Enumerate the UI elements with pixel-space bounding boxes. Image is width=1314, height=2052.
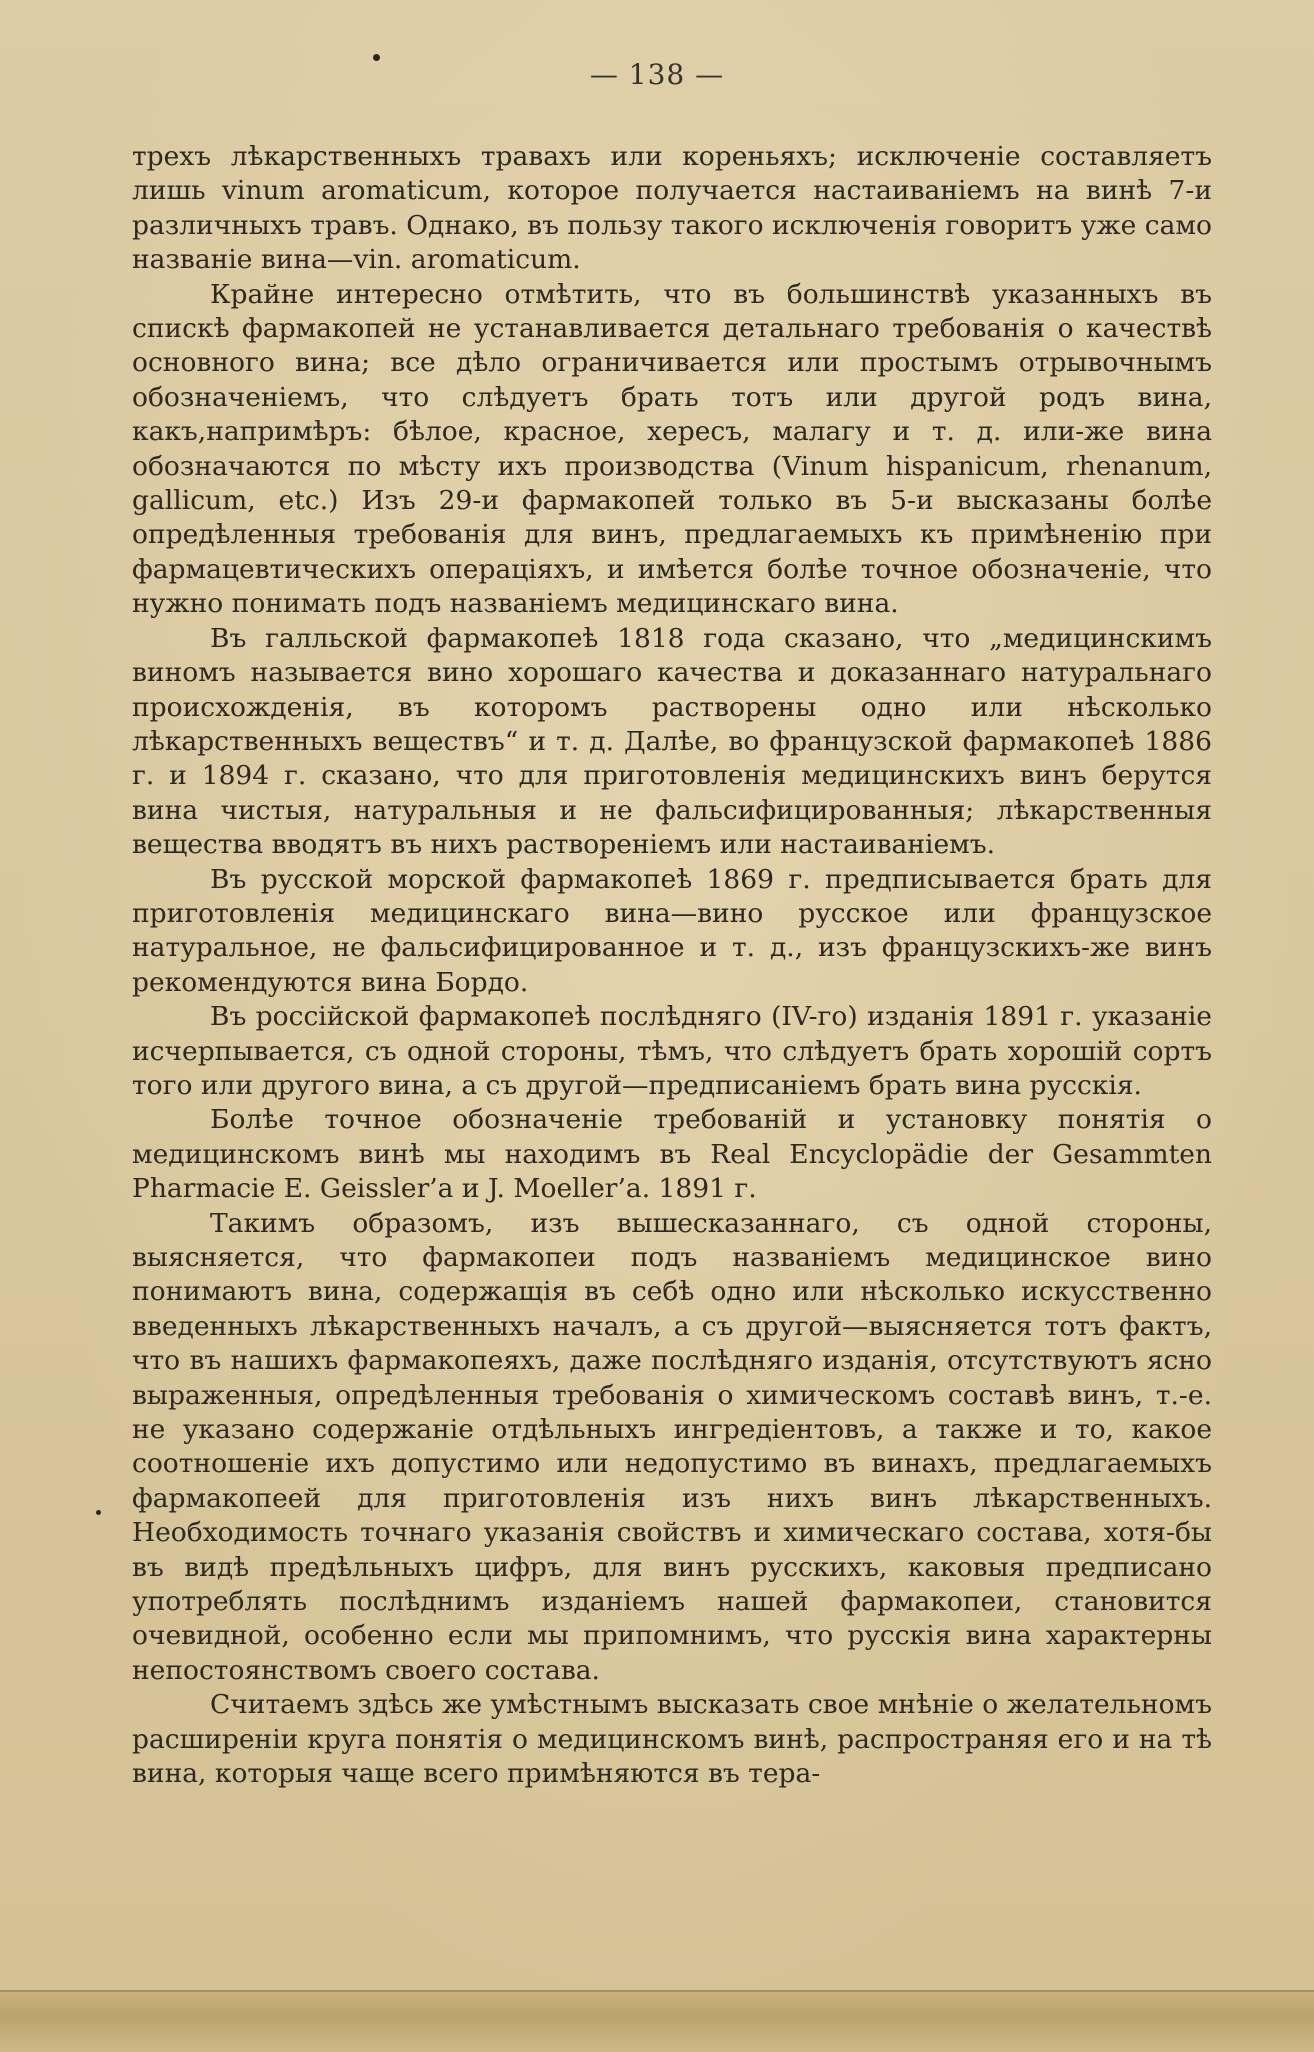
paragraph: Такимъ образомъ, изъ вышесказаннаго, съ одной стороны, выясняется, что фармакопеи подъ названіемъ медицинское вино понимаютъ вина, содержащія въ себѣ одно или нѣсколько искусственно введенныхъ лѣкарственныхъ началъ, а съ другой—выясняется тотъ фактъ, что въ нашихъ фармакопеяхъ, даже послѣдняго изданія, отсутствуютъ ясно выраженныя, опредѣленныя требованія о химическомъ составѣ винъ, т.-е. не указано содержаніе отдѣльныхъ ингредіентовъ, а также и то, какое соотношеніе ихъ допустимо или недопустимо въ винахъ, предлагаемыхъ фармакопеей для приготовленія изъ нихъ винъ лѣкарственныхъ. Необходимость точнаго указанія свойствъ и химическаго состава, хотя-бы въ видѣ предѣльныхъ цифръ, для винъ русскихъ, каковыя предписано употреблять послѣднимъ изданіемъ нашей фармакопеи, становится очевидной, особенно если мы припомнимъ, что русскія вина характерны непостоянствомъ своего состава. (132, 1207, 1212, 1686)
paragraph: Считаемъ здѣсь же умѣстнымъ высказать свое мнѣніе о желательномъ расширеніи круга понятія о медицинскомъ винѣ, распространяя его и на тѣ вина, которыя чаще всего примѣняются въ тера- (132, 1689, 1212, 1790)
paragraph: Болѣе точное обозначеніе требованій и установку понятія о медицинскомъ винѣ мы находимъ въ Real Encyclopädie der Gesammten Pharmacie E. Geissler’a и J. Moeller’a. 1891 г. (132, 1104, 1212, 1205)
paragraph: Крайне интересно отмѣтить, что въ большинствѣ указанныхъ въ спискѣ фармакопей не устанавливается детальнаго требованія о качествѣ основного вина; все дѣло ограничивается или простымъ отрывочнымъ обозначеніемъ, что слѣдуетъ брать тотъ или другой родъ вина, какъ,напримѣръ: бѣлое, красное, хересъ, малагу и т. д. или-же вина обозначаются по мѣсту ихъ производства (Vinum hispanicum, rhenanum, gallicum, etc.) Изъ 29-и фармакопей только въ 5-и высказаны болѣе опредѣленныя требованія для винъ, предлагаемыхъ къ примѣненію при фармацевтическихъ операціяхъ, и имѣется болѣе точное обозначеніе, что нужно понимать подъ названіемъ медицинскаго вина. (132, 278, 1212, 620)
paragraph: трехъ лѣкарственныхъ травахъ или кореньяхъ; исключеніе составляетъ лишь vinum aromaticum, которое получается настаиваніемъ на винѣ 7-и различныхъ травъ. Однако, въ пользу такого исключенія говоритъ уже само названіе вина—vin. aromaticum. (132, 141, 1212, 276)
ink-speck (96, 1510, 101, 1515)
page-number: — 138 — (589, 58, 725, 91)
body-text (132, 140, 1212, 1792)
page-bottom-edge (0, 1990, 1314, 2052)
paragraph: Въ галльской фармакопеѣ 1818 года сказано, что „медицинскимъ виномъ называется вино хорошаго качества и доказаннаго натуральнаго происхожденія, въ которомъ растворены одно или нѣсколько лѣкарственныхъ веществъ“ и т. д. Далѣе, во французской фармакопеѣ 1886 г. и 1894 г. сказано, что для приготовленія медицинскихъ винъ берутся вина чистыя, натуральныя и не фальсифицированныя; лѣкарственныя вещества вводятъ въ нихъ раствореніемъ или настаиваніемъ. (132, 622, 1212, 861)
paragraph: Въ русской морской фармакопеѣ 1869 г. предписывается брать для приготовленія медицинскаго вина—вино русское или французское натуральное, не фальсифицированное и т. д., изъ французскихъ-же винъ рекомендуются вина Бордо. (132, 863, 1212, 998)
paragraph: Въ россійской фармакопеѣ послѣдняго (IV-го) изданія 1891 г. указаніе исчерпывается, съ одной стороны, тѣмъ, что слѣдуетъ брать хорошій сортъ того или другого вина, а съ другой—предписаніемъ брать вина русскія. (132, 1001, 1212, 1101)
